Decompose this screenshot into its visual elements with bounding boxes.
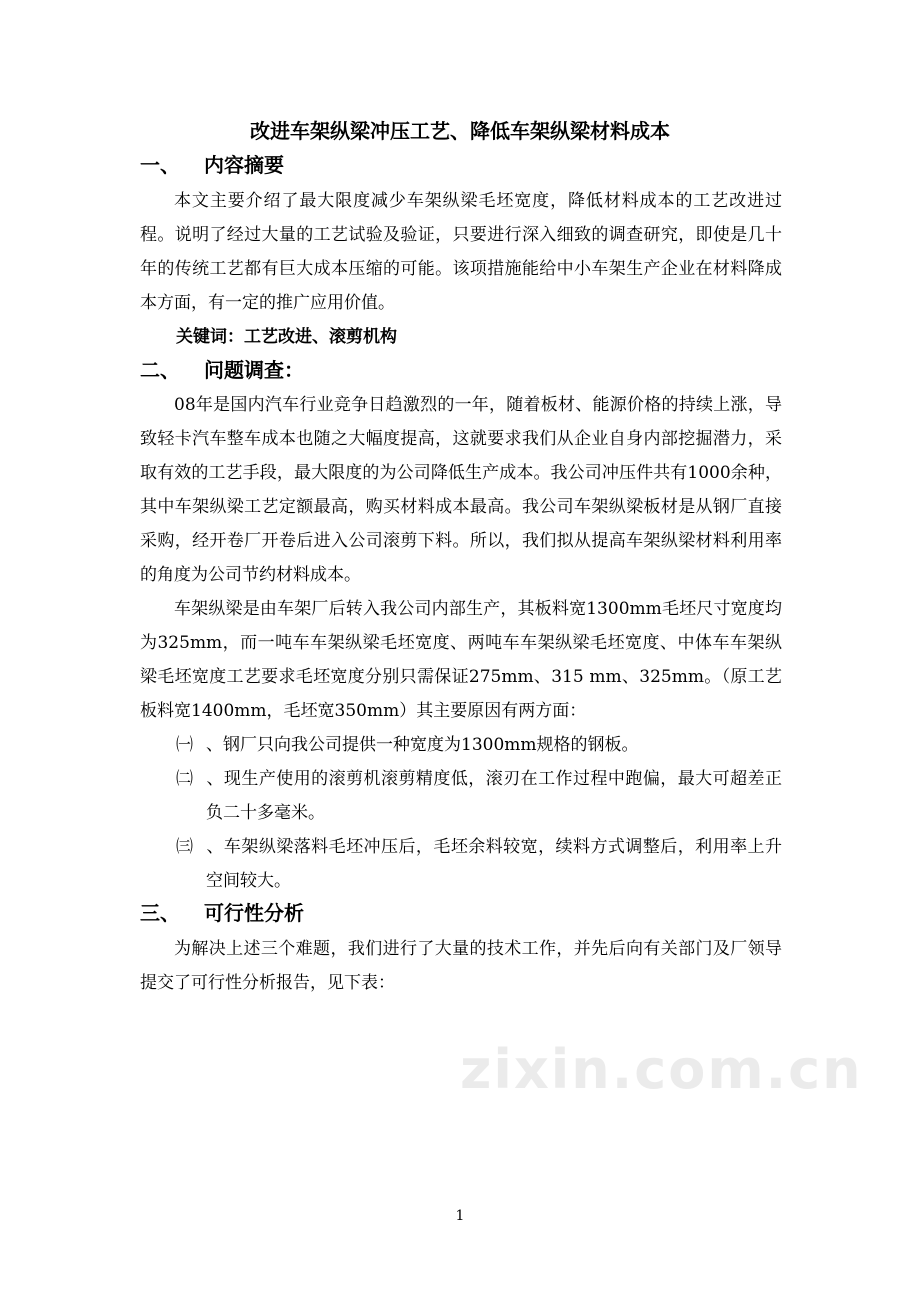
feasibility-text: 为解决上述三个难题，我们进行了大量的技术工作，并先后向有关部门及厂领导提交了可行性分析报告，见下表：: [140, 939, 782, 993]
survey-text-1: 08年是国内汽车行业竞争日趋激烈的一年，随着板材、能源价格的持续上涨，导致轻卡汽车整车成本也随之大幅度提高，这就要求我们从企业自身内部挖掘潜力，采取有效的工艺手段，最大限度的为公司降低生产成本。我公司冲压件共有1000余种，其中车架纵梁工艺定额最高，购买材料成本最高。我公司车架纵梁板材是从钢厂直接采购，经开卷厂开卷后进入公司滚剪下料。所以，我们拟从提高车架纵梁材料利用率的角度为公司节约材料成本。: [140, 395, 782, 585]
survey-text-2: 车架纵梁是由车架厂后转入我公司内部生产，其板料宽1300mm毛坯尺寸宽度均为325mm，而一吨车车架纵梁毛坯宽度、两吨车车架纵梁毛坯宽度、中体车车架纵梁毛坯宽度工艺要求毛坯宽度分别只需保证275mm、315 mm、325mm。（原工艺板料宽1400mm，毛坯宽350mm）其主要原因有两方面：: [140, 599, 782, 721]
item-text: 、钢厂只向我公司提供一种宽度为1300mm规格的钢板。: [206, 735, 639, 755]
survey-paragraph-2: [140, 592, 782, 728]
abstract-paragraph: [140, 184, 782, 320]
item-marker: ㈠: [176, 735, 193, 755]
watermark: zixin.com.cn: [460, 1038, 863, 1101]
section-title: 可行性分析: [204, 901, 304, 925]
abstract-text: 本文主要介绍了最大限度减少车架纵梁毛坯宽度，降低材料成本的工艺改进过程。说明了经过大量的工艺试验及验证，只要进行深入细致的调查研究，即使是几十年的传统工艺都有巨大成本压缩的可能。该项措施能给中小车架生产企业在材料降成本方面，有一定的推广应用价值。: [140, 191, 782, 313]
page-number: 1: [455, 1208, 465, 1224]
item-marker: ㈢: [176, 837, 193, 857]
document-title: 改进车架纵梁冲压工艺、降低车架纵梁材料成本: [250, 119, 670, 143]
item-marker: ㈡: [176, 769, 193, 789]
section-number: 一、: [140, 153, 180, 177]
section-number: 二、: [140, 358, 180, 382]
reason-item-1: [176, 728, 782, 762]
reason-item-2: [176, 762, 782, 830]
reason-item-3: [176, 830, 782, 898]
section-heading-3: [140, 898, 304, 928]
section-title: 问题调查：: [204, 358, 304, 382]
section-heading-2: [140, 355, 304, 385]
section-heading-1: [140, 150, 284, 180]
section-number: 三、: [140, 901, 180, 925]
section-title: 内容摘要: [204, 153, 284, 177]
item-text: 、现生产使用的滚剪机滚剪精度低，滚刃在工作过程中跑偏，最大可超差正负二十多毫米。: [206, 769, 782, 823]
survey-paragraph-1: [140, 388, 782, 592]
feasibility-paragraph: [140, 932, 782, 1000]
item-text: 、车架纵梁落料毛坯冲压后，毛坯余料较宽，续料方式调整后，利用率上升空间较大。: [206, 837, 782, 891]
keywords-line: 关键词：工艺改进、滚剪机构: [176, 327, 397, 347]
